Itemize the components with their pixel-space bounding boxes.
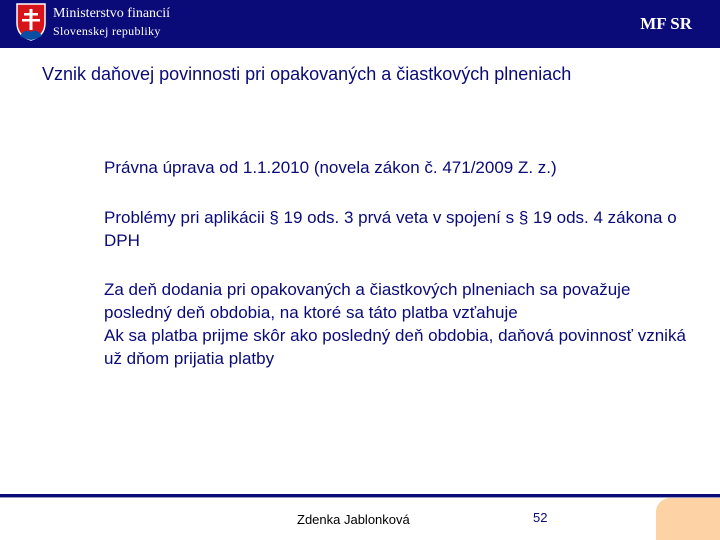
ministry-name-line1: Ministerstvo financií: [53, 6, 171, 21]
footer-author: Zdenka Jablonková: [297, 512, 410, 527]
ministry-name-line2: Slovenskej republiky: [53, 24, 161, 38]
header-bar: [0, 0, 720, 48]
page-number: 52: [533, 510, 548, 525]
paragraph-legal-basis: Právna úprava od 1.1.2010 (novela zákon č. 471/2009 Z. z.): [104, 158, 557, 177]
ministry-acronym: MF SR: [640, 14, 692, 33]
slovak-coat-of-arms-icon: [16, 3, 46, 41]
paragraph-application-problems: Problémy pri aplikácii § 19 ods. 3 prvá veta v spojení s § 19 ods. 4 zákona o DPH: [104, 208, 677, 250]
paragraph-supply-date: Za deň dodania pri opakovaných a čiastkových plneniach sa považuje posledný deň obdobia, na ktoré sa táto platba vzťahuje Ak sa platba prijme skôr ako posledný deň obdobia, daňová povinnosť vzniká už dňom prijatia platby: [104, 280, 686, 368]
footer-divider-thin: [0, 497, 720, 498]
slide-title: Vznik daňovej povinnosti pri opakovaných a čiastkových plneniach: [42, 64, 572, 84]
footer-corner-decoration: [656, 498, 720, 540]
